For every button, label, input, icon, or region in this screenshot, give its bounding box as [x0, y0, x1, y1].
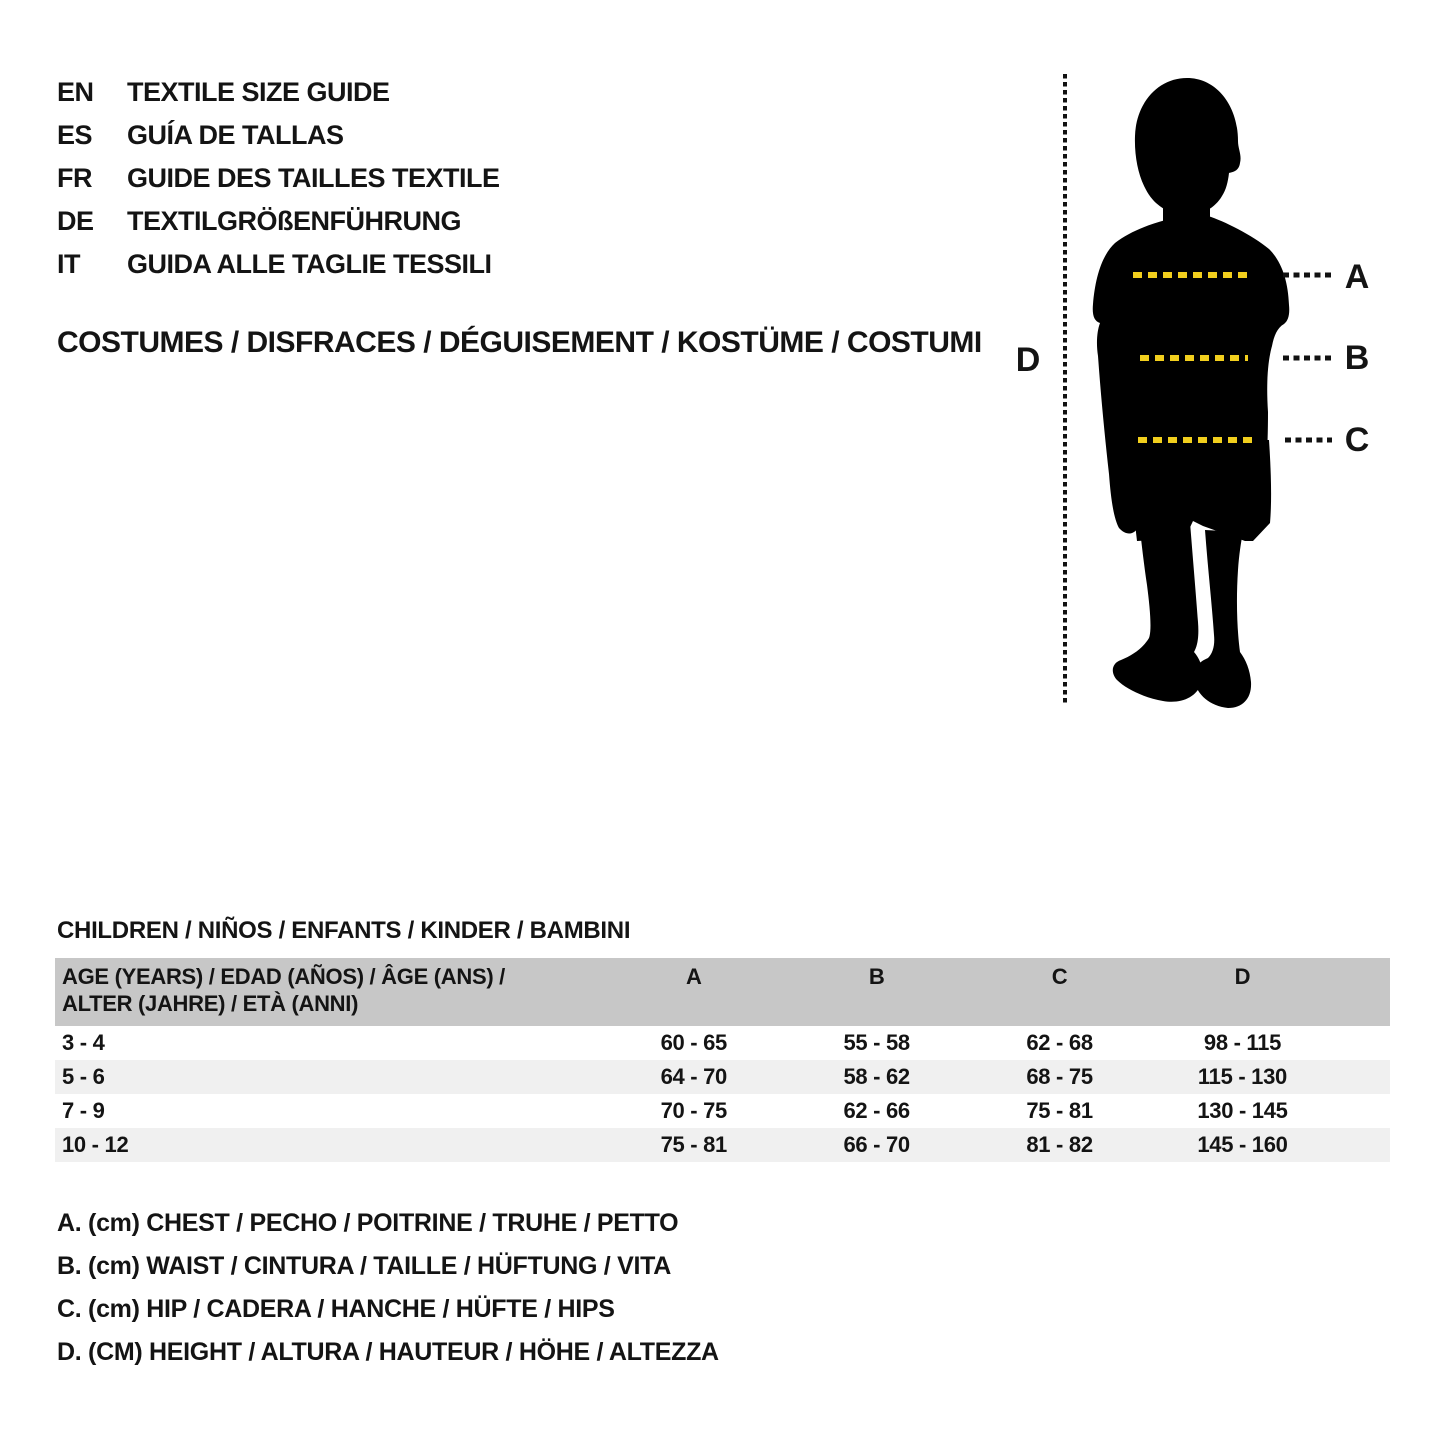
label-waist: B — [1344, 339, 1370, 377]
column-header-a: A — [685, 964, 702, 989]
language-row-es — [57, 114, 500, 157]
guide-title: TEXTILGRÖßENFÜHRUNG — [127, 206, 461, 236]
hip-range: 68 - 75 — [1026, 1064, 1093, 1089]
age-value: 5 - 6 — [62, 1064, 105, 1089]
height-range: 98 - 115 — [1203, 1030, 1282, 1055]
legend-height: D. (CM) HEIGHT / ALTURA / HAUTEUR / HÖHE / ALTEZZA — [57, 1338, 719, 1366]
child-silhouette-icon — [1093, 78, 1290, 708]
language-code: DE — [57, 206, 94, 236]
language-title-list — [57, 71, 500, 286]
waist-range: 58 - 62 — [843, 1064, 910, 1089]
guide-title: GUIDE DES TAILLES TEXTILE — [127, 163, 500, 193]
age-value: 3 - 4 — [62, 1030, 105, 1055]
language-code: FR — [57, 163, 92, 193]
section-title-children: CHILDREN / NIÑOS / ENFANTS / KINDER / BAMBINI — [57, 917, 631, 944]
language-row-de — [57, 200, 500, 243]
table-row — [55, 1128, 1390, 1162]
hip-range: 81 - 82 — [1026, 1132, 1093, 1157]
language-code: ES — [57, 120, 93, 150]
height-range: 130 - 145 — [1197, 1098, 1288, 1123]
language-row-en — [57, 71, 500, 114]
waist-range: 55 - 58 — [843, 1030, 910, 1055]
legend-waist: B. (cm) WAIST / CINTURA / TAILLE / HÜFTUNG / VITA — [57, 1252, 671, 1280]
table-header-row — [55, 958, 1390, 1026]
height-range: 115 - 130 — [1197, 1064, 1287, 1089]
age-column-header — [55, 958, 602, 1017]
age-value: 7 - 9 — [62, 1098, 105, 1123]
table-row — [55, 1026, 1390, 1060]
hip-range: 75 - 81 — [1026, 1098, 1093, 1123]
hip-range: 62 - 68 — [1026, 1030, 1093, 1055]
legend-chest: A. (cm) CHEST / PECHO / POITRINE / TRUHE / PETTO — [57, 1209, 679, 1237]
language-code: EN — [57, 77, 94, 107]
table-row — [55, 1094, 1390, 1128]
table-row — [55, 1060, 1390, 1094]
size-table — [55, 958, 1390, 1162]
guide-title: GUÍA DE TALLAS — [127, 120, 344, 150]
chest-range: 70 - 75 — [660, 1098, 727, 1123]
label-hip: C — [1344, 421, 1370, 459]
age-header-line2: ALTER (JAHRE) / ETÀ (ANNI) — [62, 991, 359, 1016]
chest-range: 60 - 65 — [660, 1030, 727, 1055]
language-row-fr — [57, 157, 500, 200]
measurement-diagram — [1000, 60, 1400, 730]
measurement-legend — [57, 1202, 719, 1374]
language-code: IT — [57, 249, 80, 279]
label-chest: A — [1344, 258, 1370, 296]
age-header-line1: AGE (YEARS) / EDAD (AÑOS) / ÂGE (ANS) / — [62, 964, 505, 989]
chest-range: 75 - 81 — [660, 1132, 727, 1157]
column-header-c: C — [1051, 964, 1068, 989]
column-header-d: D — [1234, 964, 1251, 989]
category-heading: COSTUMES / DISFRACES / DÉGUISEMENT / KOSTÜME / COSTUMI — [57, 326, 982, 359]
language-row-it — [57, 243, 500, 286]
guide-title: TEXTILE SIZE GUIDE — [127, 77, 390, 107]
label-height: D — [1015, 341, 1041, 379]
guide-title: GUIDA ALLE TAGLIE TESSILI — [127, 249, 492, 279]
legend-hip: C. (cm) HIP / CADERA / HANCHE / HÜFTE / HIPS — [57, 1295, 615, 1323]
chest-range: 64 - 70 — [660, 1064, 727, 1089]
waist-range: 62 - 66 — [843, 1098, 910, 1123]
age-value: 10 - 12 — [62, 1132, 129, 1157]
height-range: 145 - 160 — [1197, 1132, 1288, 1157]
waist-range: 66 - 70 — [843, 1132, 910, 1157]
column-header-b: B — [868, 964, 885, 989]
